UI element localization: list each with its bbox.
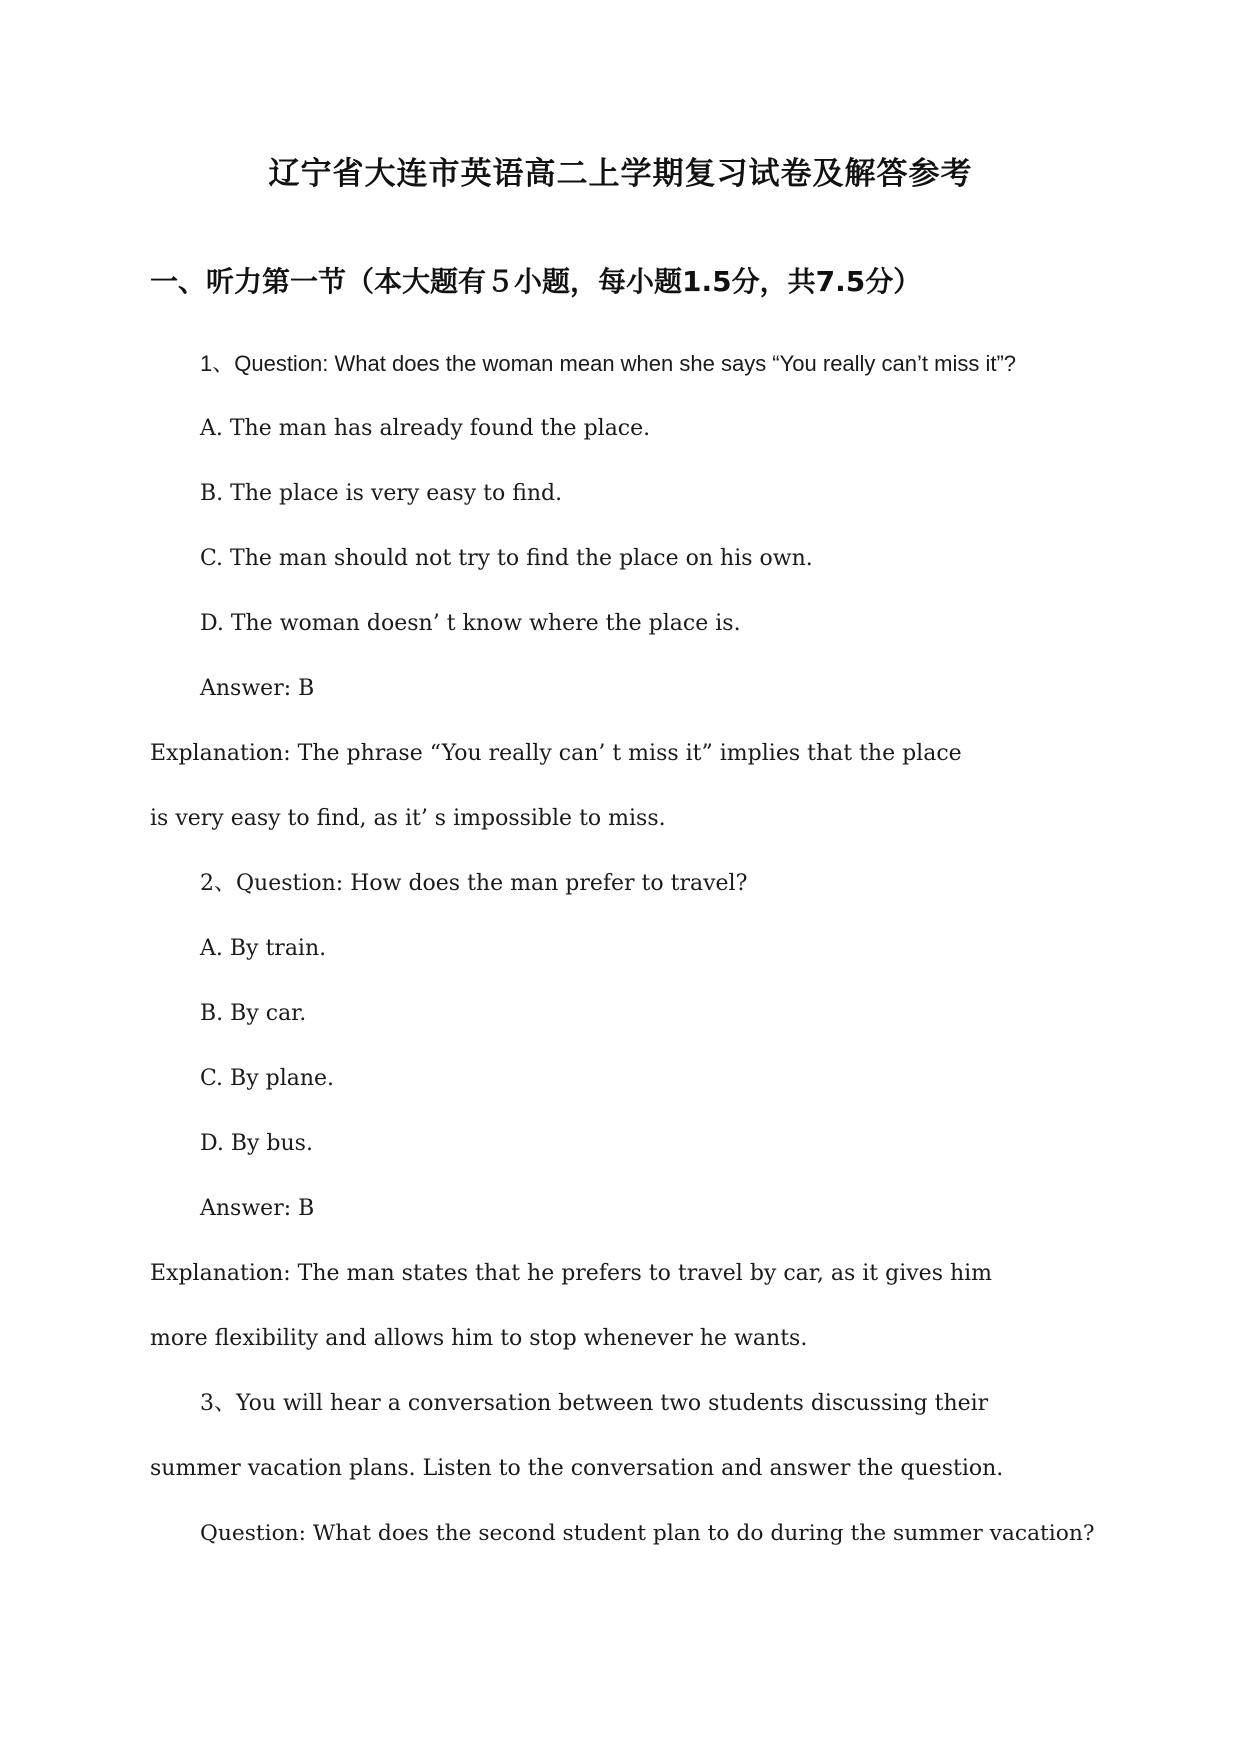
q2-explanation-line2: more flexibility and allows him to stop whenever he wants. (150, 1326, 808, 1351)
q2-option-c: C. By plane. (200, 1066, 335, 1091)
document-title: 辽宁省大连市英语高二上学期复习试卷及解答参考 (268, 156, 973, 192)
q2-option-d: D. By bus. (200, 1131, 313, 1156)
q1-answer: Answer: B (200, 676, 315, 701)
q3-question: Question: What does the second student plan to do during the summer vacation? (200, 1521, 1095, 1546)
q2-option-b: B. By car. (200, 1001, 307, 1026)
q2-explanation-line1: Explanation: The man states that he prefers to travel by car, as it gives him (150, 1261, 993, 1286)
q1-option-c: C. The man should not try to find the place on his own. (200, 546, 813, 571)
q3-intro-line2: summer vacation plans. Listen to the conversation and answer the question. (150, 1456, 1004, 1481)
q2-answer: Answer: B (200, 1196, 315, 1221)
q1-option-b: B. The place is very easy to find. (200, 481, 563, 506)
q1-explanation-line2: is very easy to find, as it’ s impossible to miss. (150, 806, 666, 831)
q2-option-a: A. By train. (200, 936, 327, 961)
q3-intro-line1: 3、You will hear a conversation between two students discussing their (200, 1391, 989, 1416)
q1-explanation-line1: Explanation: The phrase “You really can’ t miss it” implies that the place (150, 741, 962, 766)
q1-question: 1、Question: What does the woman mean when she says “You really can’t miss it”? (200, 351, 1017, 376)
q1-option-a: A. The man has already found the place. (200, 416, 651, 441)
section-heading: 一、听力第一节（本大题有５小题，每小题1.5分，共7.5分） (150, 265, 922, 298)
q1-option-d: D. The woman doesn’ t know where the place is. (200, 611, 741, 636)
q2-question: 2、Question: How does the man prefer to travel? (200, 871, 748, 896)
